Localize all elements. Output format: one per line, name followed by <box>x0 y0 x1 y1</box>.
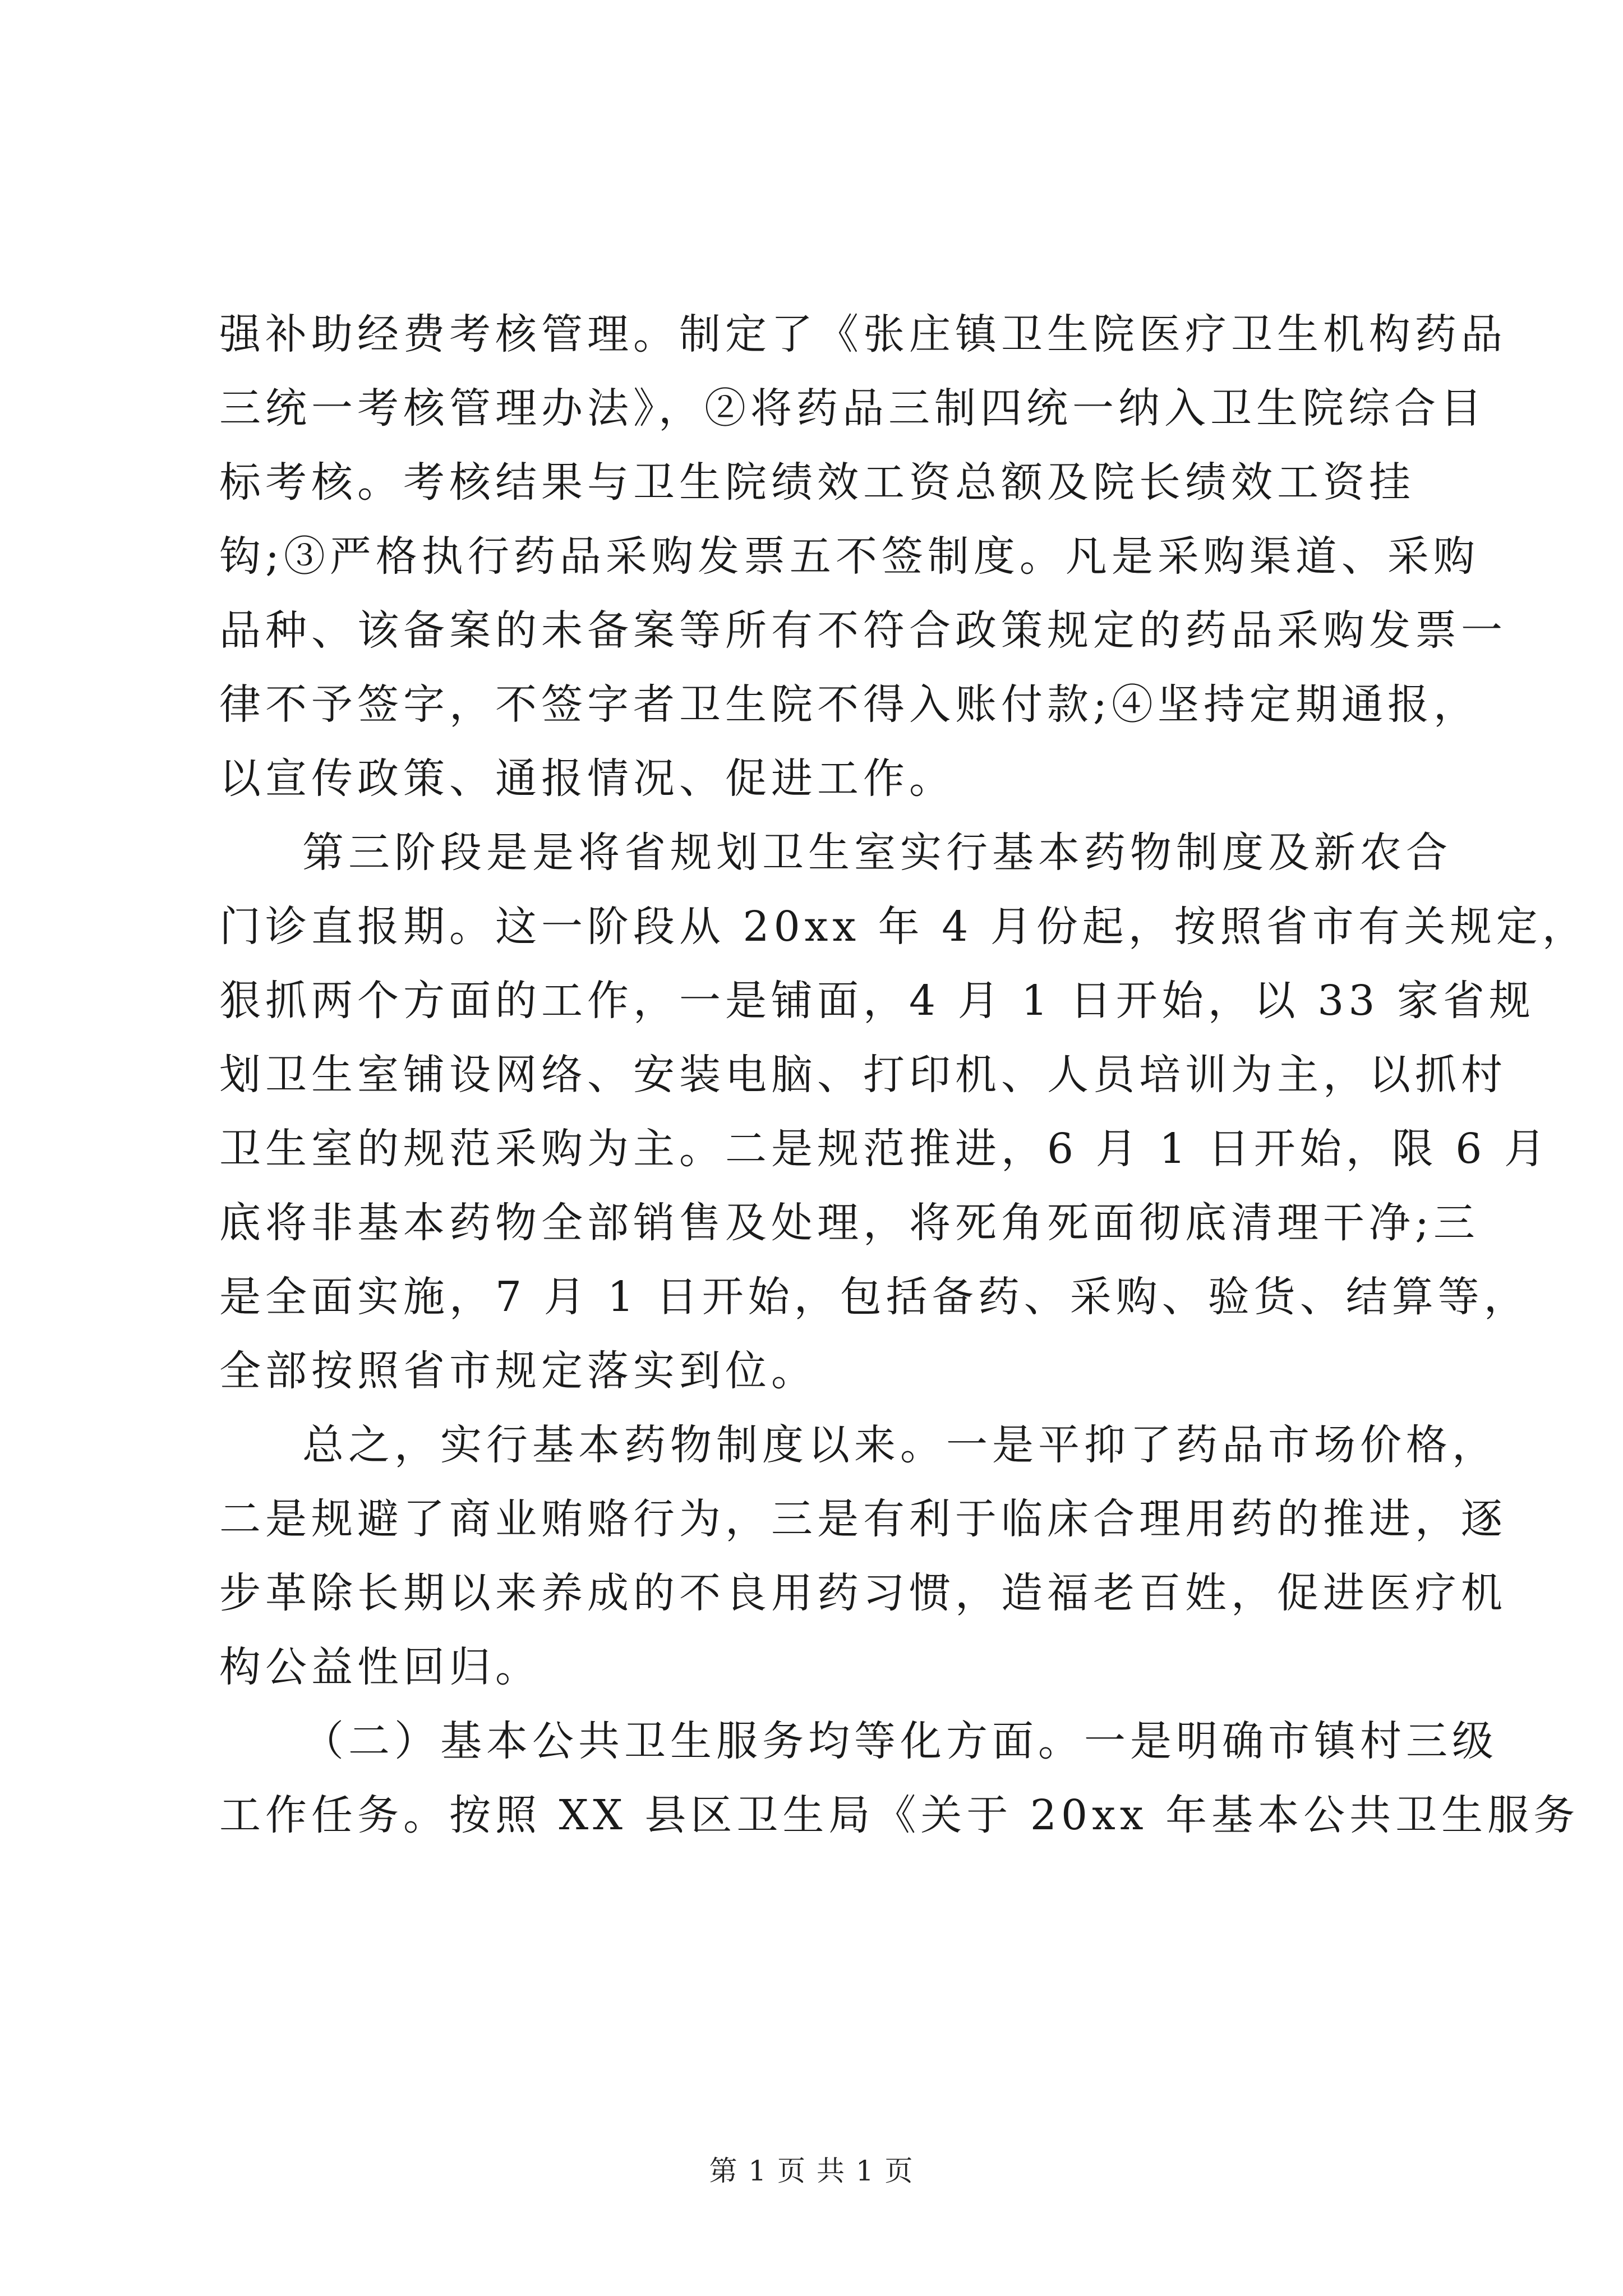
text-line: 是全面实施，7 月 1 日开始，包括备药、采购、验货、结算等， <box>219 1273 1530 1321</box>
text-line: 步革除长期以来养成的不良用药习惯，造福老百姓，促进医疗机 <box>219 1569 1507 1617</box>
paragraph-start-line: 总之，实行基本药物制度以来。一是平抑了药品市场价格， <box>302 1421 1498 1469</box>
text-line: 品种、该备案的未备案等所有不符合政策规定的药品采购发票一 <box>219 606 1507 655</box>
paragraph-start-line: 第三阶段是是将省规划卫生室实行基本药物制度及新农合 <box>302 829 1452 877</box>
text-line: 以宣传政策、通报情况、促进工作。 <box>219 754 955 803</box>
text-line: 二是规避了商业贿赂行为，三是有利于临床合理用药的推进，逐 <box>219 1495 1507 1543</box>
text-line: 工作任务。按照 XX 县区卫生局《关于 20xx 年基本公共卫生服务 <box>219 1791 1580 1839</box>
body-text <box>219 297 1588 1852</box>
text-line: 底将非基本药物全部销售及处理，将死角死面彻底清理干净;三 <box>219 1199 1479 1247</box>
section-heading-line: （二）基本公共卫生服务均等化方面。一是明确市镇村三级 <box>302 1717 1498 1765</box>
text-line: 卫生室的规范采购为主。二是规范推进，6 月 1 日开始，限 6 月 <box>219 1125 1550 1173</box>
text-line: 标考核。考核结果与卫生院绩效工资总额及院长绩效工资挂 <box>219 458 1415 507</box>
text-line: 狠抓两个方面的工作，一是铺面，4 月 1 日开始，以 33 家省规 <box>219 977 1535 1025</box>
text-line: 强补助经费考核管理。制定了《张庄镇卫生院医疗卫生机构药品 <box>219 310 1507 358</box>
text-line: 钩;③严格执行药品采购发票五不签制度。凡是采购渠道、采购 <box>219 532 1479 581</box>
text-line: 全部按照省市规定落实到位。 <box>219 1347 817 1395</box>
text-line: 划卫生室铺设网络、安装电脑、打印机、人员培训为主，以抓村 <box>219 1051 1507 1099</box>
text-line: 门诊直报期。这一阶段从 20xx 年 4 月份起，按照省市有关规定， <box>219 903 1588 951</box>
text-line: 三统一考核管理办法》，②将药品三制四统一纳入卫生院综合目 <box>219 384 1486 432</box>
text-line: 律不予签字，不签字者卫生院不得入账付款;④坚持定期通报， <box>219 680 1479 729</box>
text-line: 构公益性回归。 <box>219 1643 541 1691</box>
page-footer: 第 1 页 共 1 页 <box>709 2155 914 2187</box>
